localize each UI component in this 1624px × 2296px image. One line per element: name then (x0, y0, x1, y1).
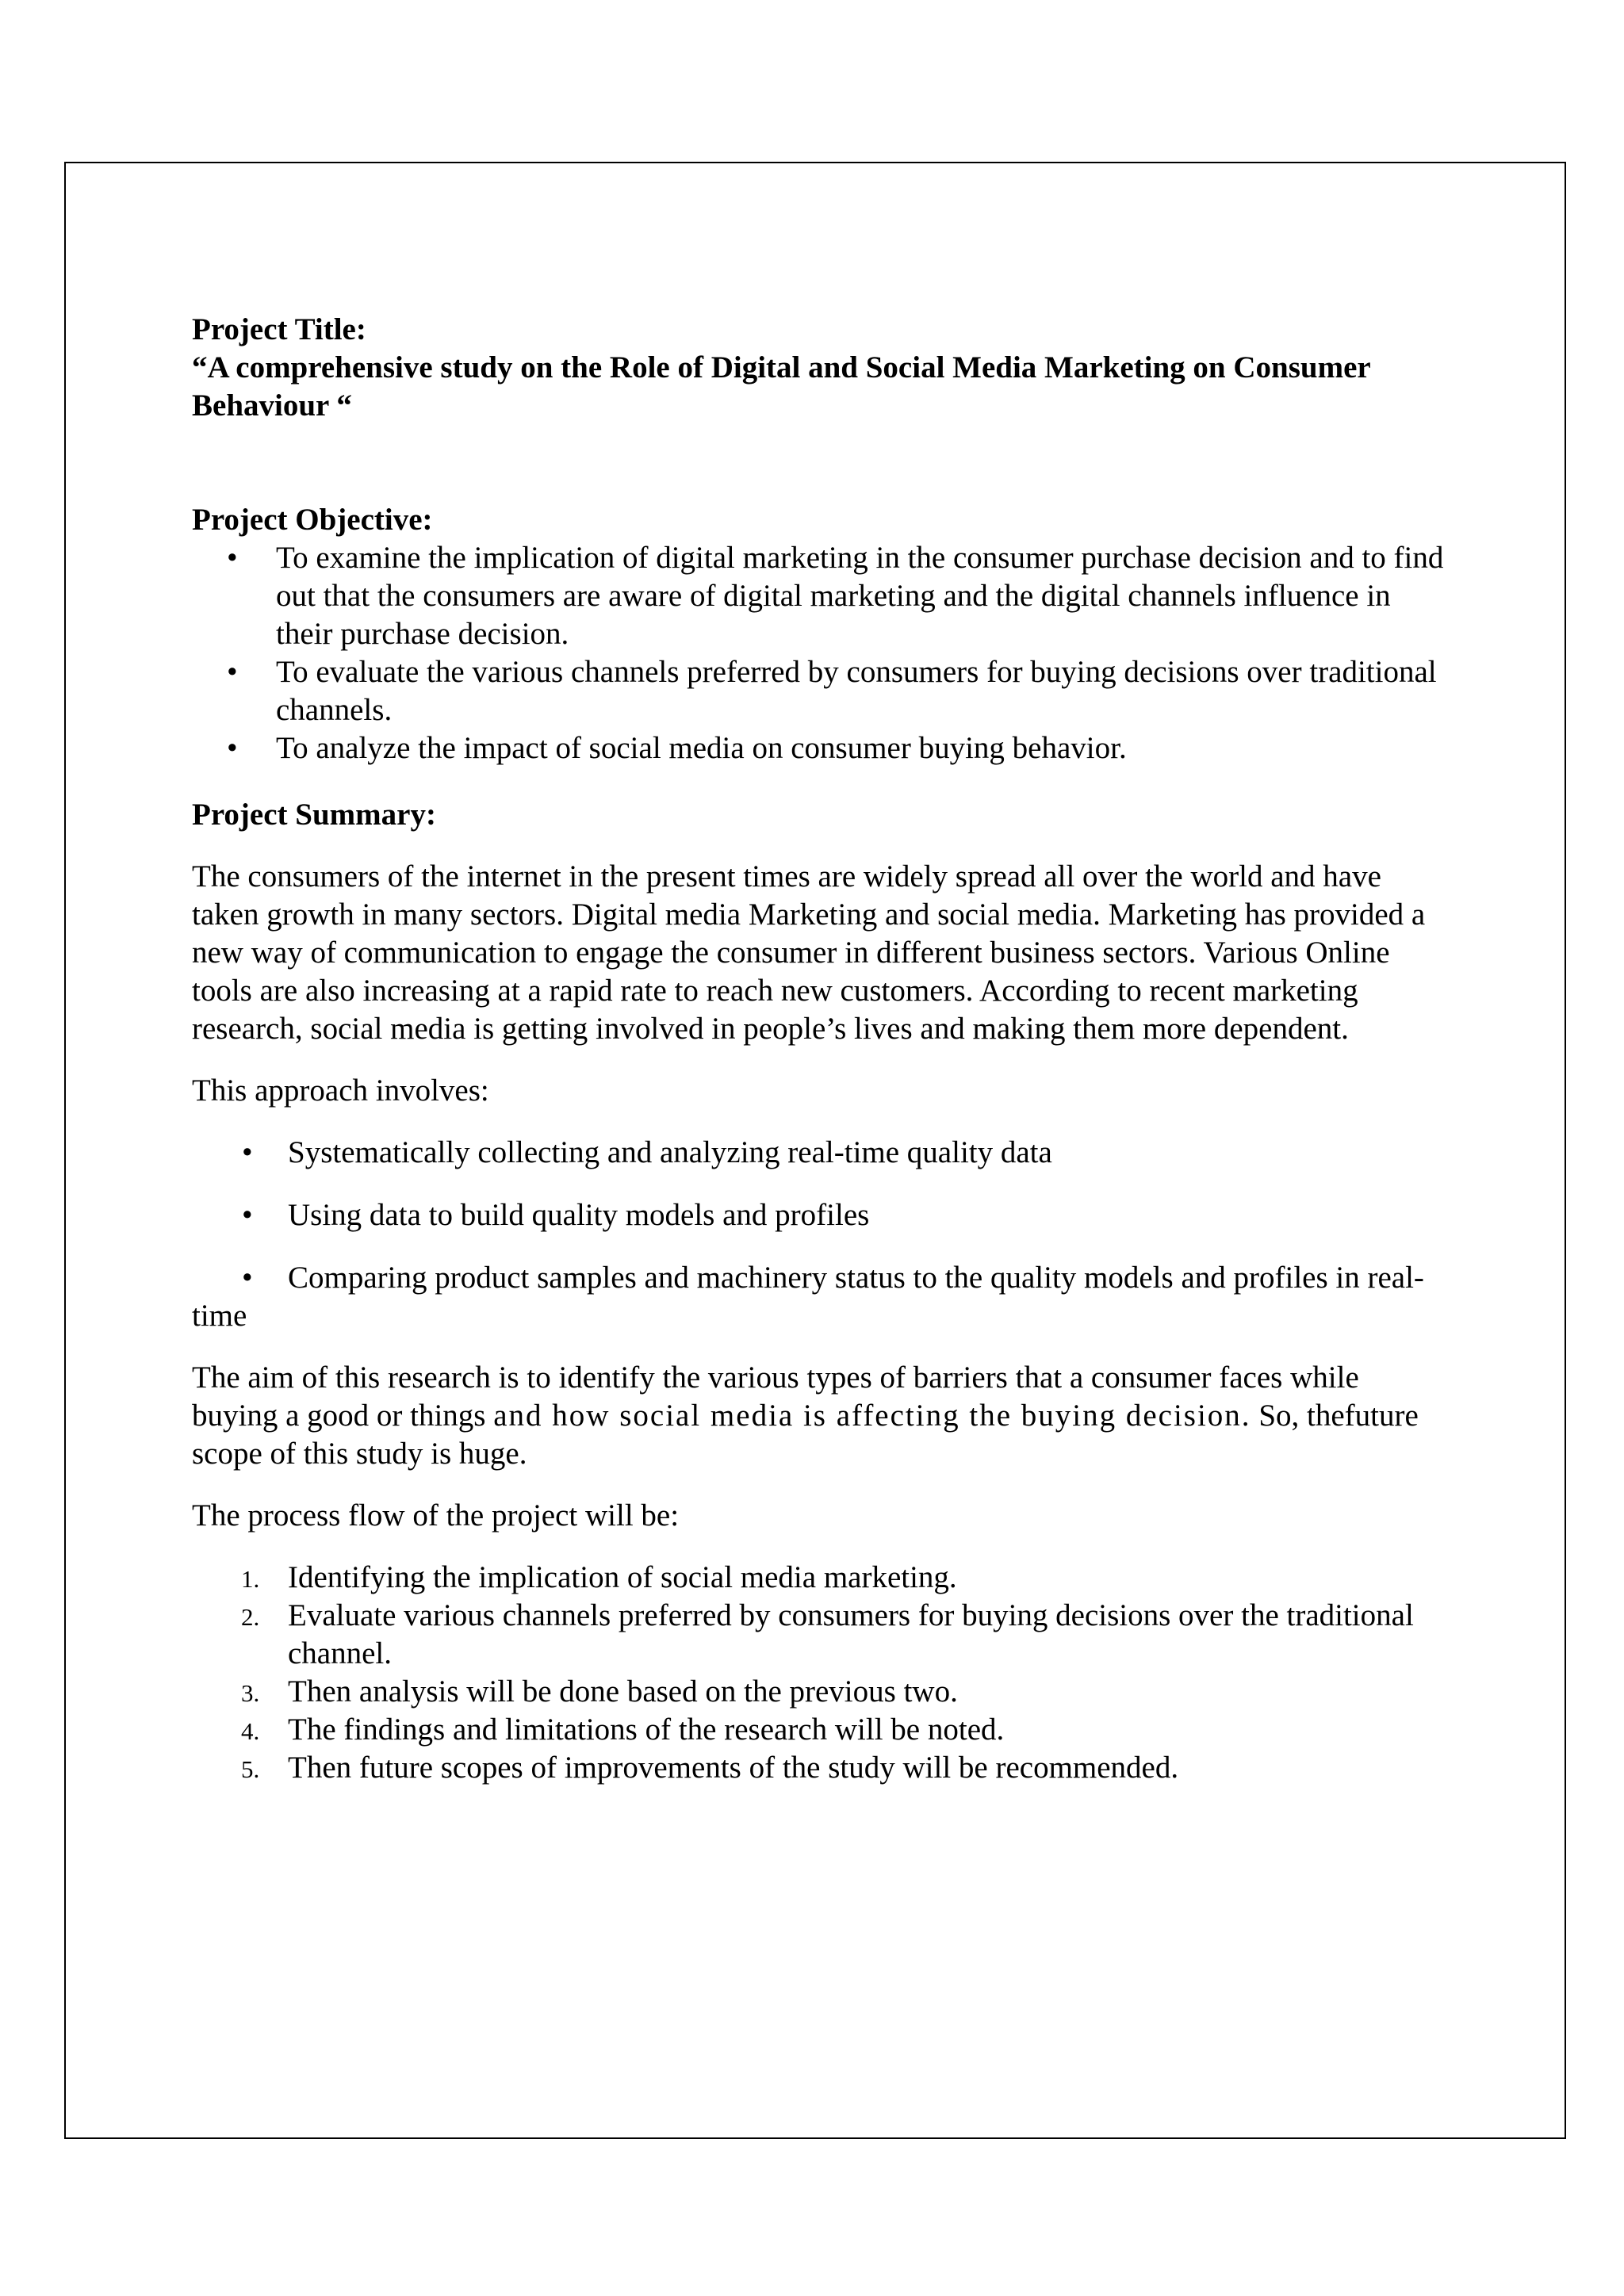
approach-item (192, 1259, 1445, 1335)
bullet-icon: • (242, 1198, 253, 1232)
flow-item-number: 2. (241, 1603, 260, 1631)
objective-item-text: To analyze the impact of social media on consumer buying behavior. (276, 731, 1127, 765)
document-body (192, 311, 1445, 1787)
flow-intro: The process flow of the project will be: (192, 1498, 680, 1533)
approach-item-text: Comparing product samples and machinery status to the quality models and profiles in real-time (192, 1261, 1424, 1333)
flow-item (192, 1559, 1445, 1597)
project-summary-heading: Project Summary: (192, 798, 436, 832)
flow-item (192, 1673, 1445, 1711)
flow-item-text: The findings and limitations of the research will be noted. (288, 1712, 1005, 1747)
flow-item-number: 5. (241, 1755, 260, 1783)
flow-item (192, 1749, 1445, 1787)
flow-item-number: 1. (241, 1565, 260, 1593)
approach-item-text: Systematically collecting and analyzing real-time quality data (288, 1135, 1052, 1169)
aim-text-part2: and how social media is affecting the buying decision. (493, 1399, 1251, 1433)
flow-item-text: Then analysis will be done based on the previous two. (288, 1674, 958, 1709)
flow-item-text: Identifying the implication of social media marketing. (288, 1560, 957, 1594)
objective-list (192, 539, 1445, 767)
approach-item (192, 1196, 1445, 1234)
objective-item (192, 539, 1445, 653)
aim-text-part1: The aim of this research is to identify the various types of barriers that a consumer faces while buying a good or things (192, 1360, 1359, 1433)
approach-list (192, 1134, 1445, 1335)
flow-item (192, 1597, 1445, 1673)
approach-item-text: Using data to build quality models and profiles (288, 1198, 870, 1232)
process-flow-list (192, 1559, 1445, 1787)
project-title-heading: Project Title: (192, 312, 366, 346)
objective-item-text: To examine the implication of digital marketing in the consumer purchase decision and to find out that the consumers are aware of digital marketing and the digital channels influence in their purchase decision. (276, 541, 1444, 651)
objective-item-text: To evaluate the various channels preferred by consumers for buying decisions over traditional channels. (276, 655, 1437, 727)
bullet-icon: • (242, 1261, 253, 1295)
objective-item (192, 729, 1445, 767)
objective-item (192, 653, 1445, 729)
flow-item-text: Then future scopes of improvements of the study will be recommended. (288, 1751, 1179, 1785)
aim-paragraph (192, 1359, 1445, 1473)
flow-item-text: Evaluate various channels preferred by consumers for buying decisions over the traditional channel. (288, 1598, 1414, 1670)
bullet-icon: • (242, 1135, 253, 1169)
flow-item (192, 1711, 1445, 1749)
approach-intro: This approach involves: (192, 1073, 489, 1108)
project-objective-heading: Project Objective: (192, 503, 433, 537)
bullet-icon: • (227, 731, 238, 765)
aim-text-part3: So, thefuture scope of this study is huge. (192, 1399, 1419, 1471)
flow-item-number: 3. (241, 1679, 260, 1707)
flow-item-number: 4. (241, 1717, 260, 1745)
bullet-icon: • (227, 655, 238, 689)
approach-item (192, 1134, 1445, 1172)
project-title-text: “A comprehensive study on the Role of Digital and Social Media Marketing on Consumer Behaviour “ (192, 350, 1370, 423)
summary-paragraph: The consumers of the internet in the present times are widely spread all over the world and have taken growth in many sectors. Digital media Marketing and social media. Marketing has provided a new way of communication to engage the consumer in different business sectors. Various Online tools are also increasing at a rapid rate to reach new customers. According to recent marketing research, social media is getting involved in people’s lives and making them more dependent. (192, 859, 1426, 1046)
bullet-icon: • (227, 541, 238, 575)
